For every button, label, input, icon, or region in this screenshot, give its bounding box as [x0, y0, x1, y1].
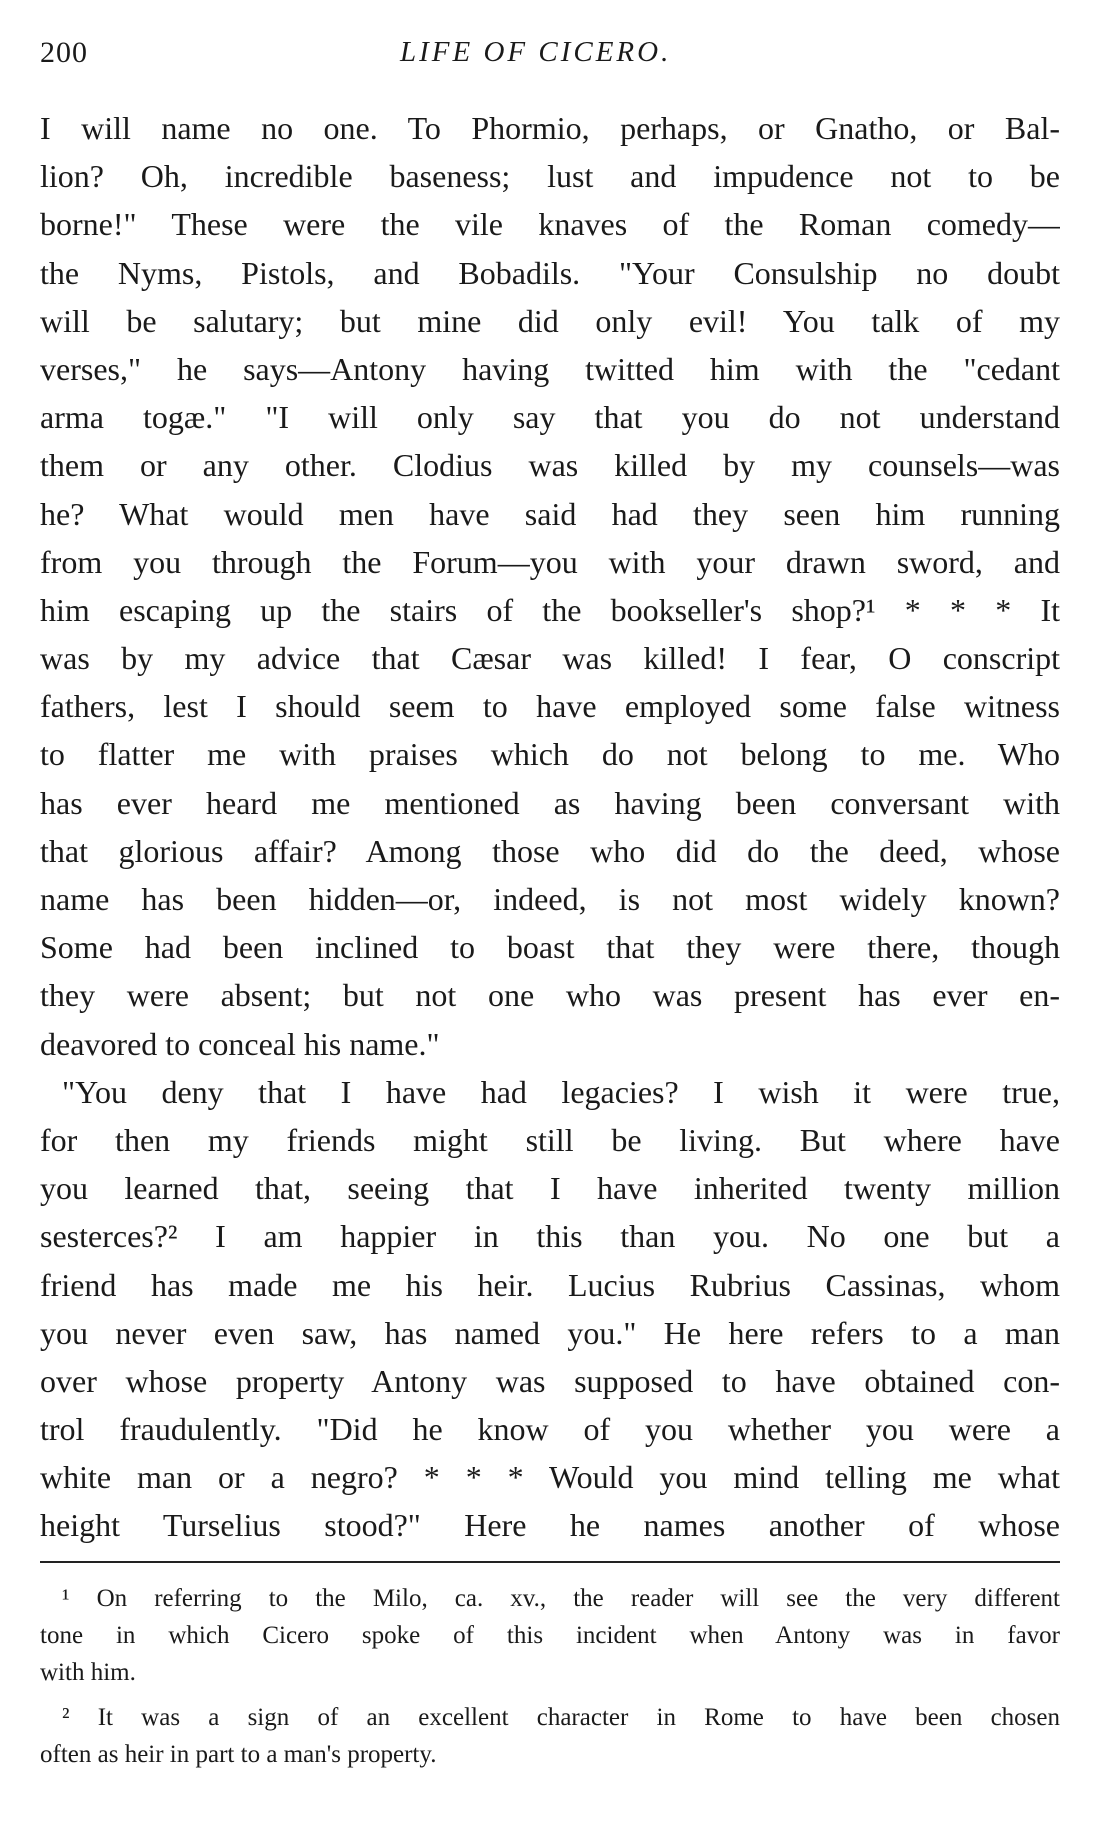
text-line: has ever heard me mentioned as having been conversant with: [40, 784, 1060, 821]
text-line: he? What would men have said had they seen him running: [40, 495, 1060, 532]
footnote-line: often as heir in part to a man's property.: [40, 1741, 437, 1768]
text-line: arma togæ." "I will only say that you do not understand: [40, 399, 1060, 436]
text-line: verses," he says—Antony having twitted him with the "cedant: [40, 350, 1060, 387]
text-line: name has been hidden—or, indeed, is not most widely known?: [40, 881, 1060, 917]
text-line: sesterces?² I am happier in this than you. No one but a: [40, 1218, 1060, 1255]
running-head: LIFE OF CICERO.: [400, 36, 672, 68]
text-line: that glorious affair? Among those who did do the deed, whose: [40, 832, 1060, 869]
text-line: borne!" These were the vile knaves of the Roman comedy—: [40, 206, 1060, 243]
footnote-line: tone in which Cicero spoke of this incident when Antony was in favor: [40, 1622, 1060, 1649]
footnote-line: with him.: [40, 1659, 136, 1686]
text-line: white man or a negro? * * * Would you mind telling me what: [40, 1459, 1060, 1496]
text-line: they were absent; but not one who was present has ever en-: [40, 977, 1060, 1014]
page-header: [40, 36, 1060, 86]
text-line: from you through the Forum—you with your drawn sword, and: [40, 543, 1060, 580]
text-line: you learned that, seeing that I have inherited twenty million: [40, 1170, 1060, 1207]
footnote-2: [40, 1699, 1060, 1773]
text-line: Some had been inclined to boast that they were there, though: [40, 929, 1060, 966]
page-number: 200: [40, 36, 88, 69]
footnotes: [40, 1580, 1060, 1773]
footnote-line: ² It was a sign of an excellent character in Rome to have been chosen: [62, 1704, 1060, 1731]
text-line: "You deny that I have had legacies? I wish it were true,: [62, 1073, 1060, 1110]
text-line: lion? Oh, incredible baseness; lust and impudence not to be: [40, 158, 1060, 195]
text-line: the Nyms, Pistols, and Bobadils. "Your Consulship no doubt: [40, 254, 1060, 291]
text-line: I will name no one. To Phormio, perhaps, or Gnatho, or Bal-: [40, 110, 1060, 146]
text-line: will be salutary; but mine did only evil! You talk of my: [40, 302, 1060, 339]
footnote-divider: [40, 1561, 1060, 1563]
text-line: deavored to conceal his name.": [40, 1025, 440, 1062]
text-line: to flatter me with praises which do not belong to me. Who: [40, 736, 1060, 773]
text-line: you never even saw, has named you." He here refers to a man: [40, 1314, 1060, 1351]
text-line: them or any other. Clodius was killed by my counsels—was: [40, 447, 1060, 484]
text-line: fathers, lest I should seem to have employed some false witness: [40, 688, 1060, 725]
text-line: him escaping up the stairs of the bookseller's shop?¹ * * * It: [40, 591, 1060, 628]
body-text: [40, 104, 1060, 1550]
text-line: for then my friends might still be living. But where have: [40, 1121, 1060, 1158]
text-line: friend has made me his heir. Lucius Rubrius Cassinas, whom: [40, 1266, 1060, 1303]
text-line: was by my advice that Cæsar was killed! I fear, O conscript: [40, 640, 1060, 677]
text-line: over whose property Antony was supposed to have obtained con-: [40, 1362, 1060, 1399]
footnote-line: ¹ On referring to the Milo, ca. xv., the reader will see the very different: [62, 1585, 1060, 1612]
footnote-1: [40, 1580, 1060, 1691]
text-line: trol fraudulently. "Did he know of you whether you were a: [40, 1411, 1060, 1448]
text-line: height Turselius stood?" Here he names another of whose: [40, 1507, 1060, 1544]
